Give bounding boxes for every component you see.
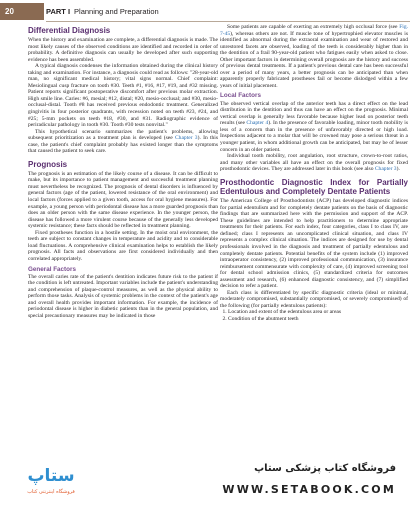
part-title: Planning and Preparation bbox=[74, 7, 159, 16]
paragraph: Some patients are capable of exerting an extremely high occlusal force (see Fig. 7-45), whereas others are not. If muscle tone of hypertrophied elevator muscles is identified as abnormal during the extraoral examination and wear of restored and unrestored facets are observed, loading of the teeth is considerably higher than in the dentition of a frail 90-year-old patient who fatigues easily when asked to close. Other important factors in determining overall prognosis are the history and success of previous dental treatments. If a patient's previous dental care has been successful over a period of many years, a better prognosis can be anticipated than when apparently properly fabricated prostheses fail or become dislodged within a few years of initial placement. bbox=[220, 24, 408, 89]
paragraph: The American College of Prosthodontists (ACP) has developed diagnostic indices for partial edentulism and for completely dentate patients on the basis of diagnostic findings that are summarized here with the permission and support of the ACP. These guidelines are intended to help practitioners to determine appropriate treatments for their patients. For each index, four categories, class I to class IV, are defined; class I represents an uncomplicated clinical situation, and class IV represents a complex clinical situation. The indices are designed for use by dental professionals involved in the diagnosis and treatment of partially edentulous and completely dentate patients. Potential benefits of the system include (1) improved intraoperator consistency, (2) improved professional communication, (3) insurance reimbursement commensurate with complexity of care, (4) improved screening tool for dental school admission clinics, (5) standardized criteria for outcomes assessment and research, (6) enhanced diagnostic consistency, and (7) simplified decision to refer a patient. bbox=[220, 198, 408, 290]
heading-differential-diagnosis: Differential Diagnosis bbox=[28, 26, 111, 35]
store-url[interactable]: WWW.SETABOOK.COM bbox=[222, 483, 396, 496]
setabook-logo bbox=[18, 458, 84, 500]
paragraph: This hypothetical scenario summarizes the patient's problems, allowing subsequent prioritization as a treatment plan is developed (see Chapter 3). In this case, the patient's chief complaint probably has existed longer than the symptoms that caused the patient to seek care. bbox=[28, 128, 218, 155]
chapter-link[interactable]: Chapter 4 bbox=[246, 120, 269, 127]
heading-general-factors: General Factors bbox=[28, 265, 76, 273]
paragraph: Individual tooth mobility, root angulation, root structure, crown-to-root ratios, and many other variables all have an effect on the overall prognosis for fixed prosthodontic devices. They are addressed later in this book (see also Chapter 3). bbox=[220, 153, 408, 173]
heading-prognosis: Prognosis bbox=[28, 159, 68, 169]
paragraph: When the history and examination are complete, a differential diagnosis is made. The most likely causes of the observed conditions are identified and recorded in order of probability. A definitive diagnosis can usually be developed after such supporting evidence has been assembled. bbox=[28, 37, 218, 63]
paragraph: Fixed prostheses function in a hostile setting. In the moist oral environment, the teeth are subject to constant changes in temperature and acidity and to considerable load fluctuations. A comprehensive clinical examination helps to establish the likely prognosis. All facts and observations are first considered individually and then correlated appropriately. bbox=[28, 229, 218, 262]
running-head bbox=[46, 3, 159, 20]
heading-local-factors: Local Factors bbox=[220, 92, 261, 100]
list-item: 2. Condition of the abutment teeth bbox=[228, 316, 408, 323]
left-column bbox=[28, 24, 218, 320]
paragraph: Each class is differentiated by specific diagnostic criteria (ideal or minimal, moderately compromised, substantially compromised, or severely compromised) of the following (for partially edentulous patients): bbox=[220, 289, 408, 309]
paragraph: The observed vertical overlap of the anterior teeth has a direct effect on the lead distribution in the dentition and thus can have an effect on the prognosis. Minimal vertical overlap is generally less favorable because higher lead on posterior teeth results (see Chapter 4). In the presence of favorable loading, minor tooth mobility is less of a concern than in the presence of unfavorably directed or high load. Inspections adjacent to a molar that will be crowned may pose a serious threat in a younger patient, in whom additional growth can be anticipated, but may be of lesser concern in an older patient. bbox=[220, 100, 409, 153]
part-label: PART I bbox=[46, 7, 71, 16]
svg-text:فروشگاه اینترنتی کتاب: فروشگاه اینترنتی کتاب bbox=[27, 489, 75, 495]
chapter-link[interactable]: Chapter 3 bbox=[174, 135, 198, 142]
svg-text:ستاپ: ستاپ bbox=[27, 466, 75, 486]
criteria-list bbox=[220, 309, 408, 322]
right-column bbox=[220, 24, 408, 323]
list-item: 1. Location and extent of the edentulous area or areas bbox=[228, 309, 408, 316]
chapter-link[interactable]: Chapter 3 bbox=[374, 166, 397, 173]
store-name: فروشگاه کتاب پزشکی ستاپ bbox=[254, 463, 396, 474]
page-number: 20 bbox=[0, 3, 44, 20]
paragraph: The prognosis is an estimation of the likely course of a disease. It can be difficult to make, but its importance to patient management and successful treatment planning must nevertheless be recognized. The prognosis of dental disorders is influenced by general factors (age of the patient, lowered resistance of the oral environment) and local factors (forces applied to a given tooth, access for oral hygiene measures). For example, a young person with periodontal disease has a more guarded prognosis than does an older person with the same disease experience. In the younger person, the disease has followed a more virulent course because of the generally less developed systemic resistance; these facts should be reflected in treatment planning. bbox=[28, 170, 218, 230]
page-header bbox=[0, 0, 410, 24]
header-rule bbox=[46, 21, 410, 22]
figure-link[interactable]: Fig. 7-45 bbox=[220, 24, 408, 37]
paragraph: The overall caries rate of the patient's dentition indicates future risk to the patient if the condition is left untreated. Important variables include the patient's understanding and comprehension of plaque-control measures, as well as the physical ability to perform those tasks. Analysis of systemic problems in the context of the patient's age and overall health provides important information. For example, the incidence of periodontal disease is higher in diabetic patients than in the general population, and special precautionary measures may be indicated in those bbox=[28, 273, 218, 319]
paragraph: A typical diagnosis condenses the information obtained during the clinical history taking and examination. For instance, a diagnosis could read as follows: "28-year-old man, no significant medical history; vital signs normal. Chief complaint: Mesiolingual cusp fracture on tooth #30. Teeth #1, #16, #17, #19, and #32 missing. Patient reports significant postoperative discomfort after previous molar extraction. High smile line. Caries: #6, mesial; #12, distal; #20, mesio-occlusal; and #30, mesio-occlusal-distal. Tooth #8 has received previous endodontic treatment. Generalized gingivitis in four posterior quadrants, with recession noted on teeth #23, #24, and #25; 5-mm pockets on teeth #18, #30, and #31. Radiographic evidence of periradicular pathology in tooth #30. Tooth #30 tests nonvital." bbox=[28, 63, 218, 129]
heading-prosthodontic-index: Prosthodontic Diagnostic Index for Partially Edentulous and Completely Dentate Patients bbox=[220, 177, 408, 197]
